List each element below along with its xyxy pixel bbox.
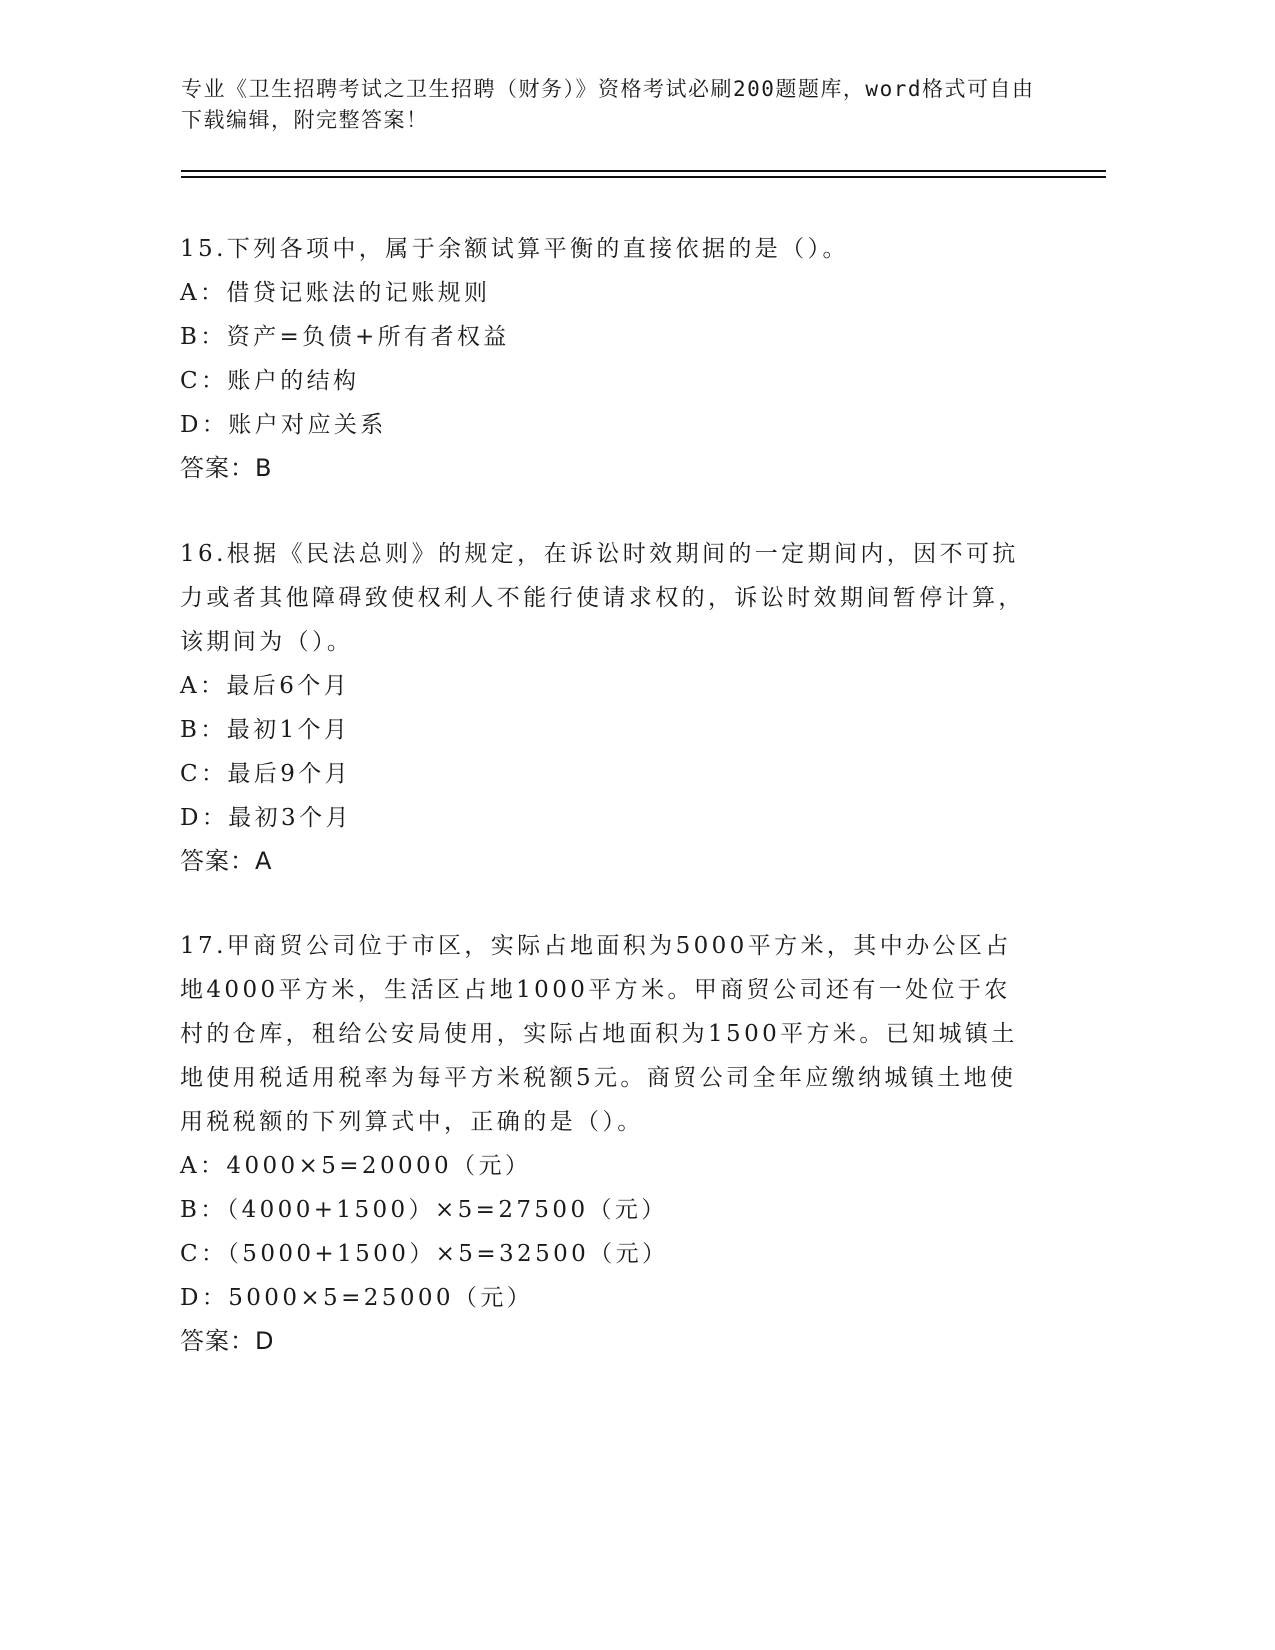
option-a: A：借贷记账法的记账规则 — [180, 280, 491, 306]
option-list — [180, 271, 1030, 447]
option-list — [180, 1144, 1030, 1320]
option-a: A：最后6个月 — [180, 673, 351, 699]
answer-label: 答案：A — [180, 847, 273, 875]
option-list — [180, 664, 1030, 840]
page-header: 专业《卫生招聘考试之卫生招聘（财务）》资格考试必刷200题题库，word格式可自由下载编辑，附完整答案！ — [181, 77, 1035, 132]
question-16 — [180, 532, 1030, 882]
answer-label: 答案：B — [180, 454, 273, 482]
option-c: C：最后9个月 — [180, 761, 352, 787]
option-c: C：账户的结构 — [180, 368, 360, 394]
header-divider-bottom — [181, 176, 1106, 178]
question-17 — [180, 924, 1030, 1362]
option-b: B：最初1个月 — [180, 717, 351, 743]
question-stem: 16.根据《民法总则》的规定，在诉讼时效期间的一定期间内，因不可抗力或者其他障碍致使权利人不能行使请求权的，诉讼时效期间暂停计算，该期间为（）。 — [180, 541, 1025, 655]
option-b: B：资产=负债+所有者权益 — [180, 324, 510, 350]
question-15 — [180, 227, 1030, 489]
answer-label: 答案：D — [180, 1327, 275, 1355]
option-d: D：最初3个月 — [180, 805, 352, 831]
question-stem: 15.下列各项中，属于余额试算平衡的直接依据的是（）。 — [180, 236, 849, 262]
option-c: C：（5000+1500）×5=32500（元） — [180, 1241, 669, 1267]
question-stem: 17.甲商贸公司位于市区，实际占地面积为5000平方米，其中办公区占地4000平方米，生活区占地1000平方米。甲商贸公司还有一处位于农村的仓库，租给公安局使用，实际占地面积为1500平方米。已知城镇土地使用税适用税率为每平方米税额5元。商贸公司全年应缴纳城镇土地使用税税额的下列算式中，正确的是（）。 — [180, 933, 1018, 1135]
option-d: D：账户对应关系 — [180, 412, 387, 438]
header-divider-top — [181, 170, 1106, 172]
option-d: D：5000×5=25000（元） — [180, 1285, 534, 1311]
option-b: B：（4000+1500）×5=27500（元） — [180, 1197, 668, 1223]
option-a: A：4000×5=20000（元） — [180, 1153, 532, 1179]
